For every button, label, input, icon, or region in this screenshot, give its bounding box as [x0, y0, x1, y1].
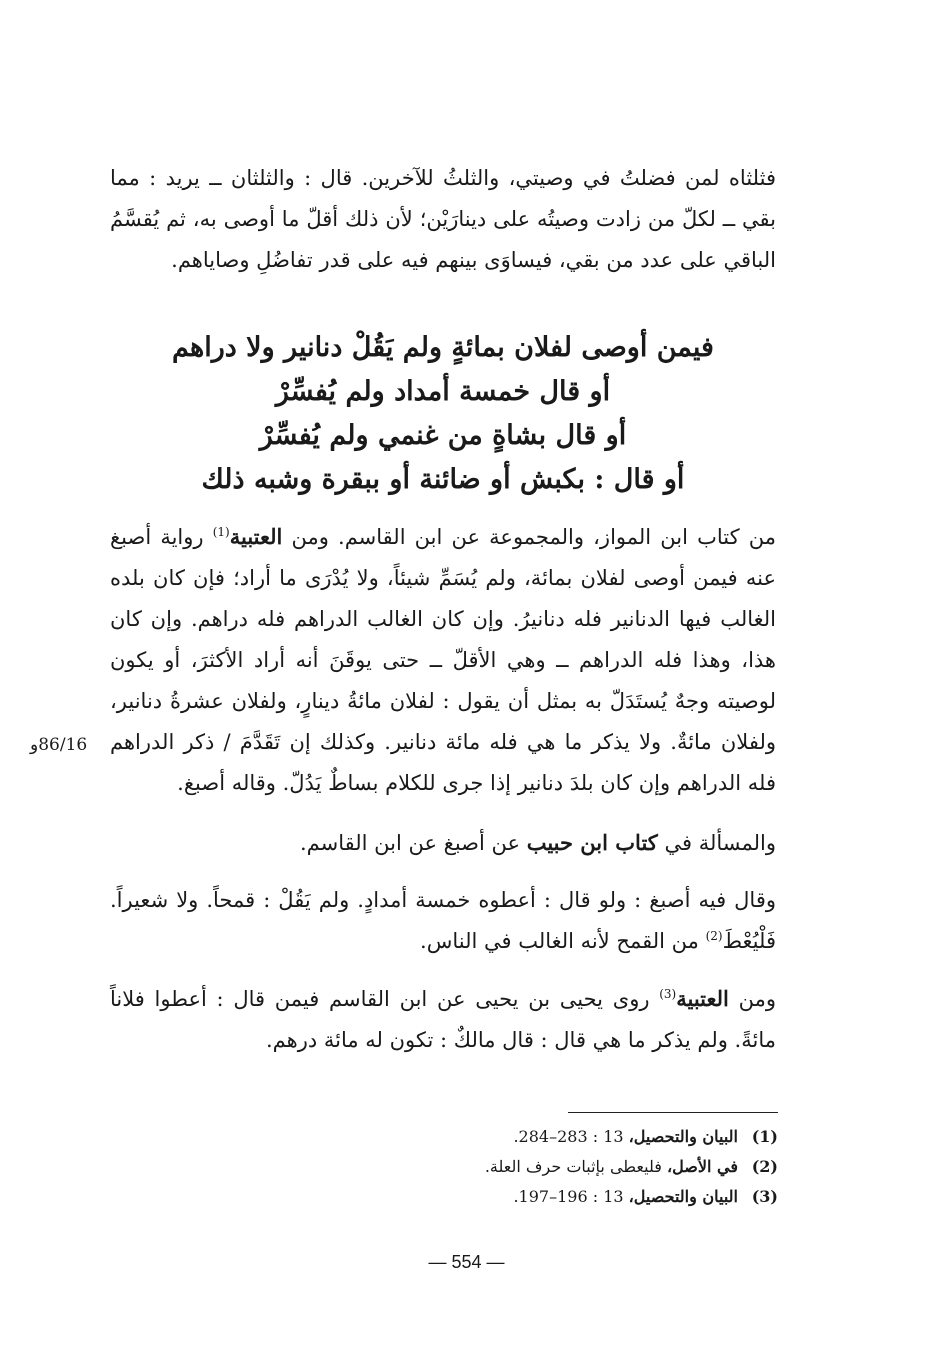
footnote-source: البيان والتحصيل،: [628, 1127, 738, 1146]
section-heading: [160, 326, 726, 502]
footnote-number: (3): [751, 1187, 778, 1206]
intro-text: فثلثاه لمن فضلتُ في وصيتي، والثلثُ للآخرين. قال : والثلثان ــ يريد : مما بقي ــ لكلّ من زادت وصيتُه على دينارَيْن؛ لأن ذلك أقلّ ما أوصى به، ثم يُقسَّمُ الباقي على عدد من بقي، فيساوَى بينهم فيه على قدر تفاضُلِ وصاياهم.: [110, 166, 776, 272]
intro-paragraph: [110, 158, 776, 281]
paragraph-4: [110, 978, 776, 1061]
footnote-source: البيان والتحصيل،: [628, 1187, 738, 1206]
heading-line-3: أو قال بشاةٍ من غنمي ولم يُفسِّرْ: [259, 420, 627, 451]
page-number: — 554 —: [428, 1252, 505, 1272]
para2-source-title: كتاب ابن حبيب: [526, 830, 658, 855]
margin-folio-note: 86/16و: [30, 735, 88, 755]
footnote-source: في الأصل،: [667, 1157, 738, 1176]
heading-line-4: أو قال : بكبش أو ضائنة أو ببقرة وشبه ذلك: [201, 464, 685, 495]
para3-text-2: من القمح لأنه الغالب في الناس.: [420, 929, 706, 953]
footnote-number: (2): [751, 1157, 778, 1176]
para4-body: روى يحيى بن يحيى عن ابن القاسم فيمن قال : أعطوا فلاناً مائةً. ولم يذكر ما هي قال : قال مالكٌ : تكون له مائة درهم.: [110, 987, 776, 1052]
para1-source-title: العتبية: [229, 524, 283, 549]
footnote-number: (1): [751, 1127, 778, 1146]
paragraph-3: [110, 880, 776, 962]
footnote-3: [380, 1182, 778, 1212]
footnote-ref-1[interactable]: (1): [212, 525, 230, 539]
heading-line-1: فيمن أوصى لفلان بمائةٍ ولم يَقُلْ دنانير ولا دراهم: [172, 332, 714, 363]
paragraph-1: [110, 516, 776, 804]
paragraph-2: [110, 822, 776, 864]
footnote-detail: فليعطى بإثبات حرف العلة.: [484, 1157, 667, 1176]
para1-body: رواية أصبغ عنه فيمن أوصى لفلان بمائة، ولم يُسَمِّ شيئاً، ولا يُدْرَى ما أراد؛ فإن كان بلده الغالب فيها الدنانير فله دنانيرُ. وإن كان الغالب الدراهم فله دراهم. وإن كان هذا، وهذا فله الدراهم ــ وهي الأقلّ ــ حتى يوقَنَ أنه أراد الأكثرَ، أو يكون لوصيته وجهٌ يُستَدَلّ به بمثل أن يقول : لفلان مائةُ دينارٍ، ولفلان عشرةُ دنانير، ولفلان مائةٌ. ولا يذكر ما هي فله مائة دنانير. وكذلك إن تَقَدَّمَ / ذكر الدراهم فله الدراهم وإن كان بلدَ دنانير إذا جرى للكلام بساطٌ يَدُلّ. وقاله أصبغ.: [110, 525, 776, 795]
footnote-detail: 13 : 196–197.: [513, 1187, 629, 1206]
heading-line-2: أو قال خمسة أمداد ولم يُفسِّرْ: [275, 376, 611, 407]
para4-lead: ومن: [728, 987, 776, 1011]
para2-body: عن أصبغ عن ابن القاسم.: [299, 831, 527, 855]
footnote-ref-3[interactable]: (3): [659, 987, 677, 1001]
footnotes: [380, 1122, 778, 1212]
para1-lead: من كتاب ابن المواز، والمجموعة عن ابن القاسم. ومن: [282, 525, 776, 549]
footnote-2: [380, 1152, 778, 1182]
footnote-1: [380, 1122, 778, 1152]
para4-source-title: العتبية: [676, 986, 729, 1011]
footnote-divider: [568, 1112, 778, 1113]
footnote-detail: 13 : 283–284.: [513, 1127, 629, 1146]
para3-text-1: وقال فيه أصبغ : ولو قال : أعطوه خمسة أمدادٍ. ولم يَقُلْ : قمحاً. ولا شعيراً. فَلْيُعْطَ: [110, 888, 776, 953]
footnote-ref-2[interactable]: (2): [705, 929, 723, 943]
para2-lead: والمسألة في: [657, 831, 776, 855]
